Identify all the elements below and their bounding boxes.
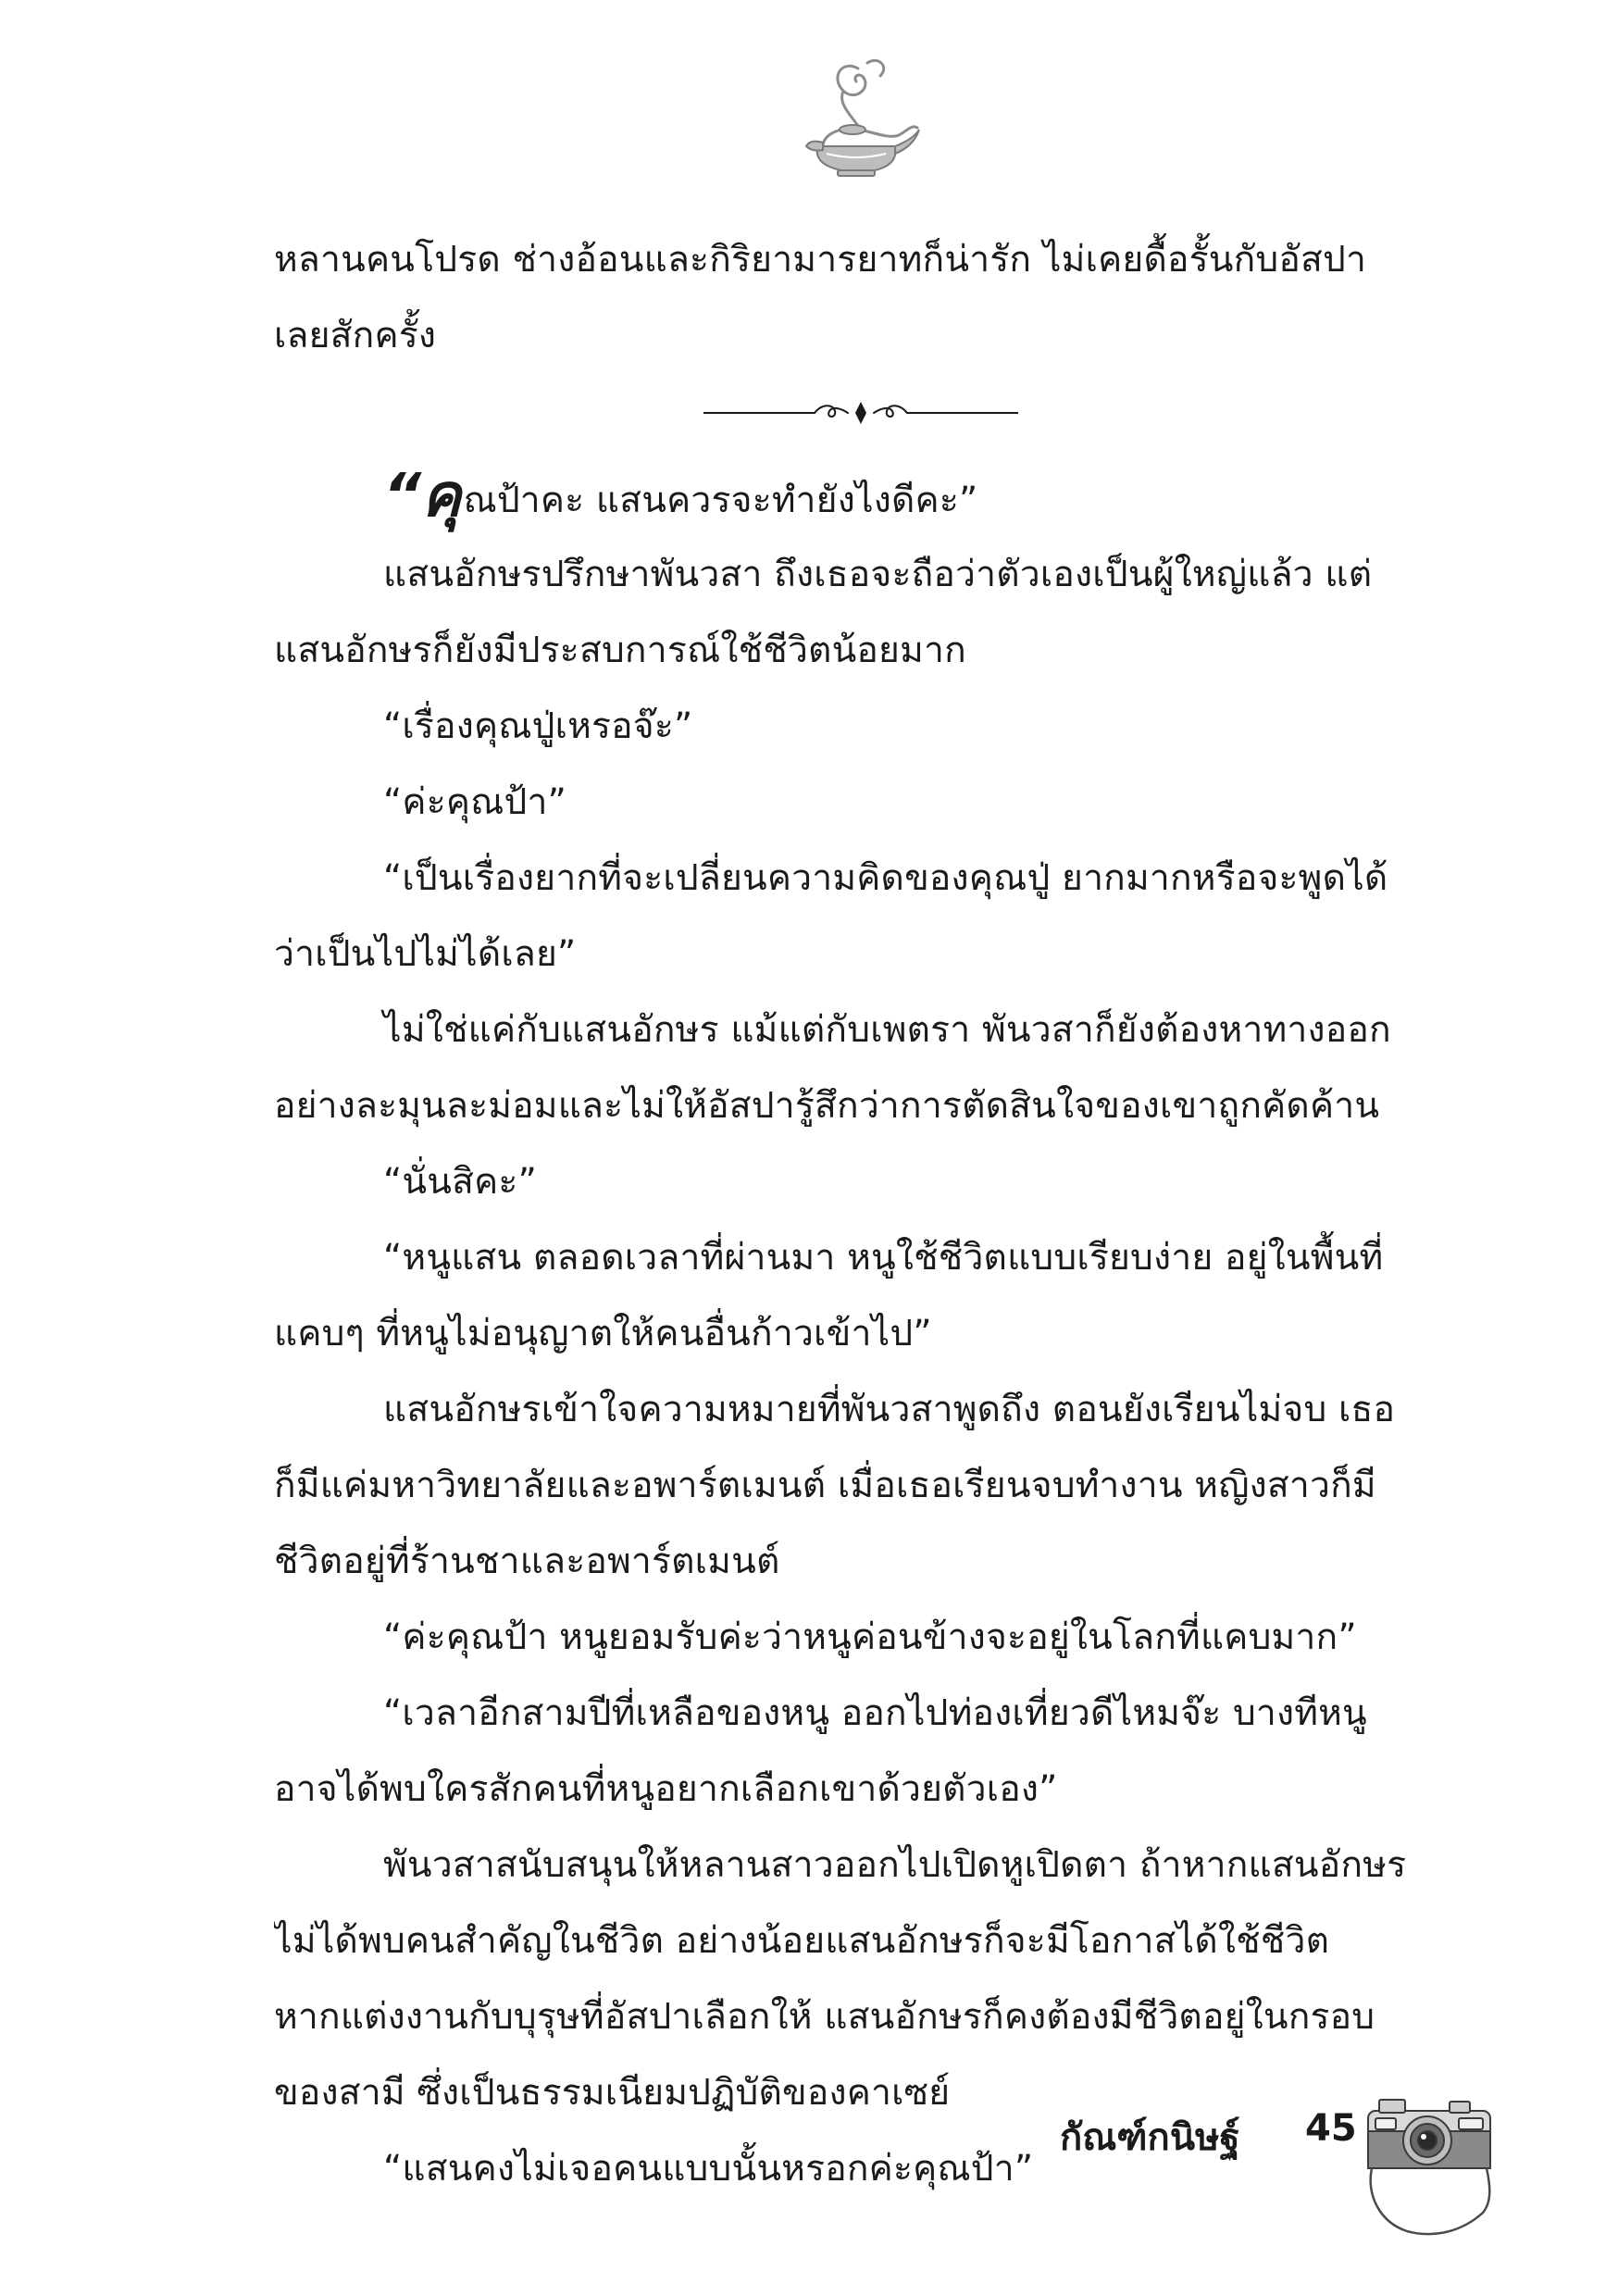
text-line: “นั่นสิคะ” bbox=[383, 1161, 537, 1203]
genie-lamp-icon bbox=[786, 50, 925, 189]
body-text bbox=[274, 222, 1477, 2207]
text-line: หากแต่งงานกับบุรุษที่อัสปาเลือกให้ แสนอักษรก็คงต้องมีชีวิตอยู่ในกรอบ bbox=[274, 1996, 1375, 2038]
text-line: ว่าเป็นไปไม่ได้เลย” bbox=[274, 933, 577, 975]
text-line: “หนูแสน ตลอดเวลาที่ผ่านมา หนูใช้ชีวิตแบบเรียบง่าย อยู่ในพื้นที่ bbox=[383, 1237, 1384, 1279]
text-line: “ค่ะคุณป้า หนูยอมรับค่ะว่าหนูค่อนข้างจะอยู่ในโลกที่แคบมาก” bbox=[383, 1616, 1357, 1658]
text-line: ของสามี ซึ่งเป็นธรรมเนียมปฏิบัติของคาเซย์ bbox=[274, 2072, 951, 2114]
flourish-divider-icon bbox=[703, 393, 1018, 430]
opening-line bbox=[274, 452, 1477, 537]
drop-cap: “คุ bbox=[383, 462, 462, 530]
text-line: “เป็นเรื่องยากที่จะเปลี่ยนความคิดของคุณปู่ ยากมากหรือจะพูดได้ bbox=[383, 857, 1388, 899]
text-line: แสนอักษรเข้าใจความหมายที่พันวสาพูดถึง ตอนยังเรียนไม่จบ เธอ bbox=[383, 1389, 1396, 1430]
text-line: ชีวิตอยู่ที่ร้านชาและอพาร์ตเมนต์ bbox=[274, 1541, 780, 1582]
text-line: ไม่ใช่แค่กับแสนอักษร แม้แต่กับเพตรา พันวสาก็ยังต้องหาทางออก bbox=[383, 1009, 1391, 1051]
text-line: “เวลาอีกสามปีที่เหลือของหนู ออกไปท่องเที่ยวดีไหมจ๊ะ บางทีหนู bbox=[383, 1692, 1367, 1734]
text-line: แสนอักษรปรึกษาพันวสา ถึงเธอจะถือว่าตัวเองเป็นผู้ใหญ่แล้ว แต่ bbox=[383, 554, 1373, 595]
text-line: “แสนคงไม่เจอคนแบบนั้นหรอกค่ะคุณป้า” bbox=[383, 2148, 1034, 2190]
text-line: “ค่ะคุณป้า” bbox=[383, 781, 566, 823]
author-name: กัณฑ์กนิษฐ์ bbox=[1060, 2116, 1240, 2159]
page-number: 45 bbox=[1305, 2107, 1357, 2150]
text-line: พันวสาสนับสนุนให้หลานสาวออกไปเปิดหูเปิดตา ถ้าหากแสนอักษร bbox=[383, 1844, 1407, 1886]
camera-icon bbox=[1361, 2083, 1500, 2250]
text-line: หลานคนโปรด ช่างอ้อนและกิริยามารยาทก็น่ารัก ไม่เคยดื้อรั้นกับอัสปา bbox=[274, 239, 1367, 281]
text-line: แสนอักษรก็ยังมีประสบการณ์ใช้ชีวิตน้อยมาก bbox=[274, 630, 966, 671]
text-line: แคบๆ ที่หนูไม่อนุญาตให้คนอื่นก้าวเข้าไป” bbox=[274, 1313, 932, 1354]
text-line: เลยสักครั้ง bbox=[274, 315, 437, 356]
text-line: อย่างละมุนละม่อมและไม่ให้อัสปารู้สึกว่าการตัดสินใจของเขาถูกคัดค้าน bbox=[274, 1085, 1380, 1127]
text-line: ไม่ได้พบคนสำคัญในชีวิต อย่างน้อยแสนอักษรก็จะมีโอกาสได้ใช้ชีวิต bbox=[274, 1920, 1330, 1962]
text-line: ก็มีแค่มหาวิทยาลัยและอพาร์ตเมนต์ เมื่อเธอเรียนจบทำงาน หญิงสาวก็มี bbox=[274, 1465, 1376, 1506]
opening-text: ณป้าคะ แสนควรจะทำยังไงดีคะ” bbox=[463, 480, 978, 521]
text-line: “เรื่องคุณปู่เหรอจ๊ะ” bbox=[383, 705, 693, 747]
page-footer bbox=[1018, 2083, 1500, 2250]
text-line: อาจได้พบใครสักคนที่หนูอยากเลือกเขาด้วยตัวเอง” bbox=[274, 1768, 1058, 1810]
section-separator bbox=[274, 374, 1477, 452]
paragraph-lines bbox=[274, 537, 1477, 2207]
